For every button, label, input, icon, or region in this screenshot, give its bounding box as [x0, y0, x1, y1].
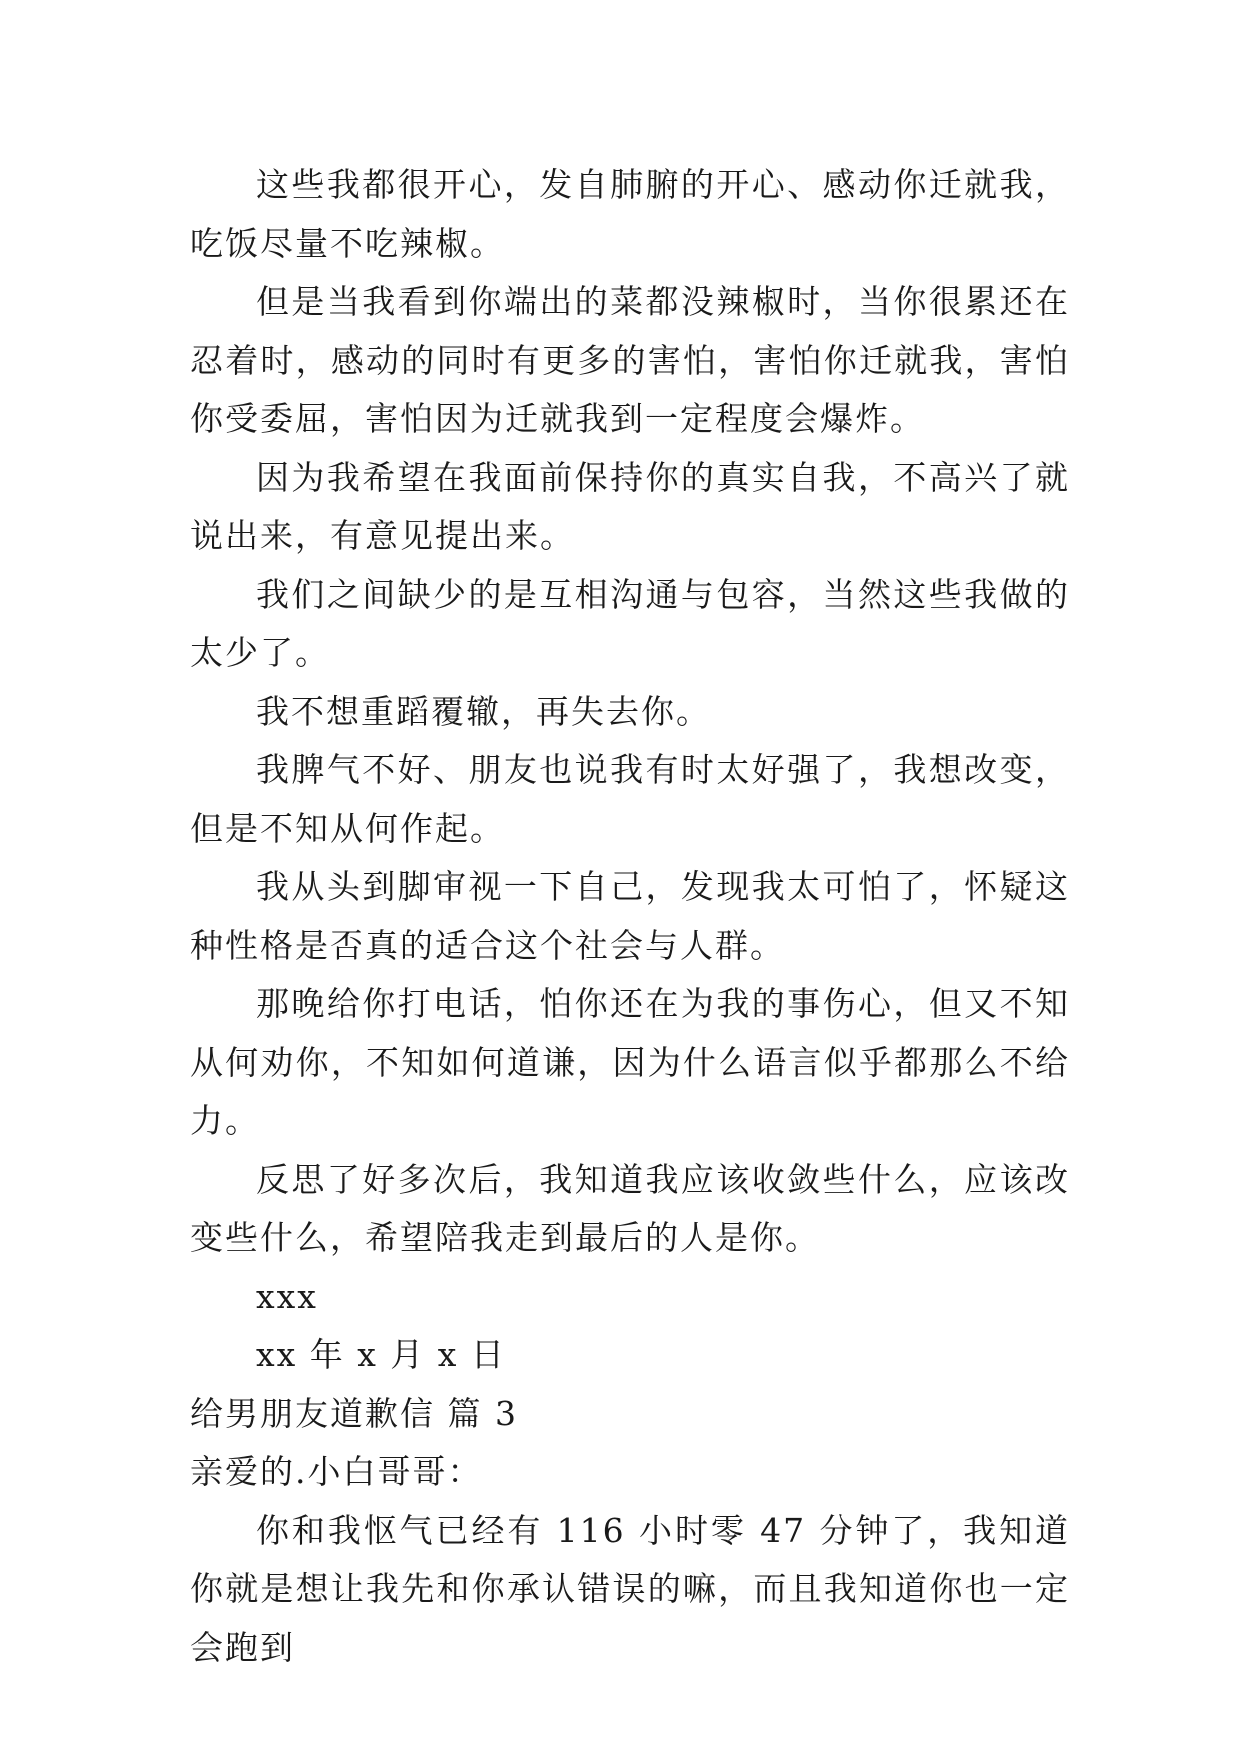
paragraph: 我们之间缺少的是互相沟通与包容，当然这些我做的太少了。 [190, 574, 1070, 672]
paragraph: 这些我都很开心，发自肺腑的开心、感动你迁就我，吃饭尽量不吃辣椒。 [190, 165, 1070, 263]
salutation: 亲爱的.小白哥哥： [190, 1452, 483, 1491]
letter-date: xx 年 x 月 x 日 [256, 1335, 506, 1374]
paragraph: 反思了好多次后，我知道我应该收敛些什么，应该改变些什么，希望陪我走到最后的人是你。 [190, 1159, 1070, 1257]
paragraph: 我从头到脚审视一下自己，发现我太可怕了，怀疑这种性格是否真的适合这个社会与人群。 [190, 867, 1070, 965]
paragraph: 那晚给你打电话，怕你还在为我的事伤心，但又不知从何劝你，不知如何道谦，因为什么语言似乎都那么不给力。 [190, 984, 1070, 1140]
section-title: 给男朋友道歉信 篇 3 [190, 1393, 518, 1433]
paragraph: 因为我希望在我面前保持你的真实自我，不高兴了就说出来，有意见提出来。 [190, 457, 1070, 555]
paragraph: 我脾气不好、朋友也说我有时太好强了，我想改变，但是不知从何作起。 [190, 750, 1070, 848]
signature: xxx [256, 1276, 318, 1316]
paragraph: 我不想重蹈覆辙，再失去你。 [256, 691, 711, 731]
paragraph: 你和我怄气已经有 116 小时零 47 分钟了，我知道你就是想让我先和你承认错误的嘛，而且我知道你也一定会跑到 [190, 1510, 1070, 1667]
paragraph: 但是当我看到你端出的菜都没辣椒时，当你很累还在忍着时，感动的同时有更多的害怕，害怕你迁就我，害怕你受委屈，害怕因为迁就我到一定程度会爆炸。 [190, 282, 1070, 438]
letter-body [190, 156, 1070, 1677]
